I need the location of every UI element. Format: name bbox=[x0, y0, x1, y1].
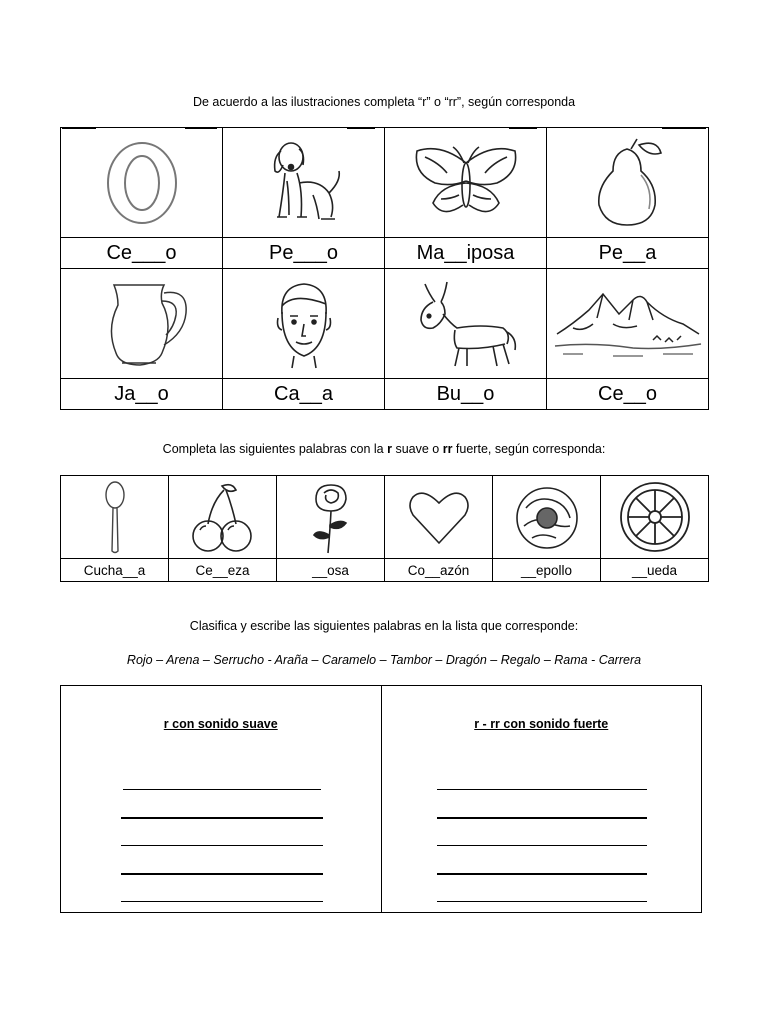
word-cell: Pe___o bbox=[223, 238, 385, 269]
writing-line[interactable] bbox=[437, 845, 647, 846]
picture-cell bbox=[223, 269, 385, 379]
cherry-icon bbox=[188, 480, 258, 554]
heart-icon bbox=[407, 487, 471, 547]
title-bold-rr: rr bbox=[442, 442, 453, 456]
jug-icon bbox=[92, 279, 192, 369]
zero-icon bbox=[102, 138, 182, 228]
writing-line[interactable] bbox=[121, 901, 323, 902]
writing-line[interactable] bbox=[121, 873, 323, 875]
cabbage-icon bbox=[512, 482, 582, 552]
butterfly-icon bbox=[411, 143, 521, 223]
pear-icon bbox=[583, 135, 673, 230]
picture-cell bbox=[61, 476, 169, 559]
section1-title: De acuerdo a las ilustraciones completa “r” o “rr”, según corresponda bbox=[192, 95, 576, 109]
picture-cell bbox=[223, 128, 385, 238]
title-text: fuerte, según corresponda: bbox=[452, 442, 606, 456]
word-list: Rojo – Arena – Serrucho - Araña – Caramelo – Tambor – Dragón – Regalo – Rama - Carrera bbox=[126, 653, 642, 667]
writing-line[interactable] bbox=[437, 901, 647, 902]
face-icon bbox=[264, 278, 344, 370]
section2-title bbox=[0, 442, 768, 456]
writing-line[interactable] bbox=[437, 789, 647, 790]
title-text: Completa las siguientes palabras con la bbox=[162, 442, 388, 456]
picture-cell bbox=[493, 476, 601, 559]
picture-cell bbox=[61, 128, 223, 238]
picture-cell bbox=[61, 269, 223, 379]
word-cell: __epollo bbox=[493, 559, 601, 582]
picture-cell bbox=[385, 476, 493, 559]
word-cell: Pe__a bbox=[547, 238, 709, 269]
spoon-icon bbox=[100, 479, 130, 555]
word-cell: __ueda bbox=[601, 559, 709, 582]
rose-icon bbox=[306, 479, 356, 555]
title-bold-r: r bbox=[387, 442, 392, 456]
writing-line[interactable] bbox=[121, 845, 323, 846]
title-text: suave o bbox=[391, 442, 443, 456]
soft-r-column bbox=[61, 686, 381, 912]
picture-grid-1 bbox=[60, 127, 709, 410]
picture-cell bbox=[601, 476, 709, 559]
word-cell: Ce__o bbox=[547, 379, 709, 410]
dog-icon bbox=[259, 135, 349, 230]
picture-cell bbox=[277, 476, 385, 559]
donkey-icon bbox=[411, 278, 521, 370]
picture-cell bbox=[547, 269, 709, 379]
strong-r-column bbox=[381, 686, 702, 912]
word-cell: Bu__o bbox=[385, 379, 547, 410]
picture-cell bbox=[385, 128, 547, 238]
picture-cell bbox=[547, 128, 709, 238]
writing-line[interactable] bbox=[437, 817, 647, 819]
word-cell: Ce__eza bbox=[169, 559, 277, 582]
word-cell: Ce___o bbox=[61, 238, 223, 269]
word-cell: __osa bbox=[277, 559, 385, 582]
picture-cell bbox=[385, 269, 547, 379]
wheel-icon bbox=[618, 480, 692, 554]
soft-r-heading: r con sonido suave bbox=[163, 717, 278, 731]
section3-title: Clasifica y escribe las siguientes palabras en la lista que corresponde: bbox=[189, 619, 579, 633]
word-cell: Ma__iposa bbox=[385, 238, 547, 269]
writing-line[interactable] bbox=[437, 873, 647, 875]
picture-cell bbox=[169, 476, 277, 559]
strong-r-heading: r - rr con sonido fuerte bbox=[474, 717, 609, 731]
mountain-icon bbox=[553, 284, 703, 364]
word-cell: Co__azón bbox=[385, 559, 493, 582]
picture-grid-2 bbox=[60, 475, 709, 582]
word-cell: Ja__o bbox=[61, 379, 223, 410]
word-cell: Cucha__a bbox=[61, 559, 169, 582]
word-cell: Ca__a bbox=[223, 379, 385, 410]
writing-line[interactable] bbox=[121, 817, 323, 819]
classification-table bbox=[60, 685, 702, 913]
writing-line[interactable] bbox=[123, 789, 321, 790]
